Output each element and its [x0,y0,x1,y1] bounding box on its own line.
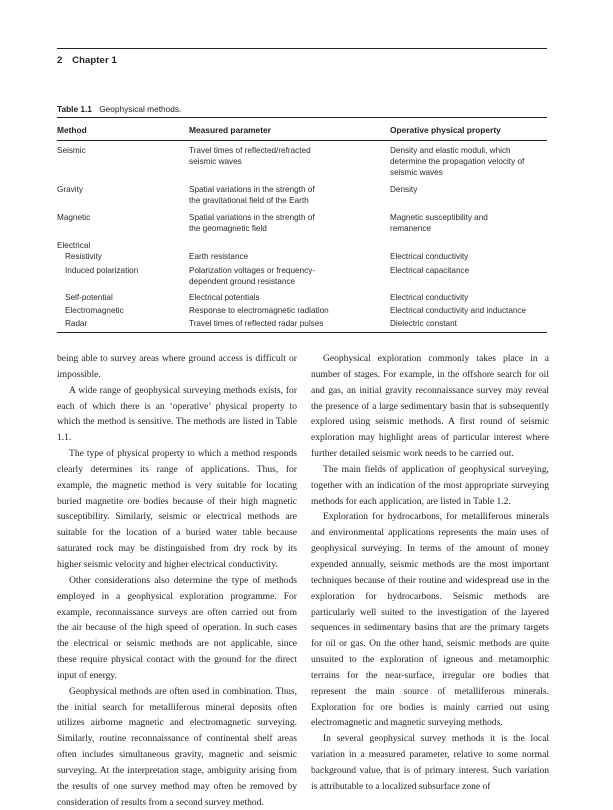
cell-physical-property [390,145,547,178]
body-paragraph: In several geophysical survey methods it is the local variation in a measured parameter, relative to some normal background value, that is of primary interest. Such variation is attributable to a localized subsurface zone of [311,733,549,792]
cell-line: remanence [390,224,431,233]
cell-method: Electromagnetic [65,306,124,315]
body-paragraph: Exploration for hydrocarbons, for metalliferous minerals and environmental applications represents the main uses of geophysical surveying. In terms of the amount of money expended annually, seismic methods are the most important techniques because of their routine and widespread use in the exploration for hydrocarbons. Seismic methods are particularly well suited to the investigation of the layered sequences in sedimentary basins that are the primary targets for oil or gas. On the other hand, seismic methods are quite unsuited to the exploration of igneous and metamorphic terrains for the near-surface, irregular ore bodies that represent the main source of metalliferous minerals. Exploration for ore bodies is mainly carried out using electromagnetic and magnetic surveying methods. [311,511,549,729]
cell-line: Travel times of reflected radar pulses [189,319,324,328]
geophysical-methods-table [57,117,547,333]
table-row [57,251,547,262]
table-row [57,265,547,287]
cell-line: Dielectric constant [390,319,457,328]
cell-measured-parameter [189,145,390,178]
cell-line: seismic waves [390,168,443,177]
body-paragraph: The main fields of application of geophysical surveying, together with an indication of the most appropriate surveying methods for each application, are listed in Table 1.2. [311,463,549,507]
table-bottom-rule [57,332,547,333]
table-caption-text: Geophysical methods. [99,104,182,114]
cell-line: Spatial variations in the strength of [189,185,315,194]
body-paragraph: The type of physical property to which a method responds clearly determines its range of applications. Thus, for example, the magnetic method is very suitable for locating buried magnetite ore bodies because of their high magnetic susceptibility. Similarly, seismic or electrical methods are suitable for the location of a buried water table because saturated rock may be distinguished from dry rock by its higher seismic velocity and higher electrical conductivity. [57,448,297,570]
cell-physical-property [390,212,547,234]
cell-method: Resistivity [65,252,102,261]
body-paragraph: Geophysical exploration commonly takes place in a number of stages. For example, in the offshore search for oil and gas, an initial gravity reconnaissance survey may reveal the presence of a large sedimentary basin that is subsequently explored using seismic methods. A first round of seismic exploration may highlight areas of particular interest where further detailed seismic work needs to be carried out. [311,353,549,460]
cell-line: Spatial variations in the strength of [189,213,315,222]
header-rule [57,48,547,49]
cell-line: dependent ground resistance [189,277,296,286]
cell-line: Travel times of reflected/refracted [189,146,311,155]
cell-physical-property [390,251,547,262]
cell-measured-parameter [189,318,390,329]
column-header-parameter: Measured parameter [189,125,271,135]
cell-method: Self-potential [65,293,113,302]
cell-line: Density and elastic moduli, which [390,146,511,155]
cell-line: Polarization voltages or frequency- [189,266,316,275]
cell-line: Electrical potentials [189,293,260,302]
table-row [57,318,547,329]
cell-measured-parameter [189,305,390,316]
cell-physical-property [390,292,547,303]
cell-physical-property [390,318,547,329]
table-body [57,141,547,332]
column-header-method: Method [57,125,87,135]
chapter-label: Chapter 1 [72,55,117,66]
cell-measured-parameter [189,184,390,206]
body-paragraph: Other considerations also determine the type of methods employed in a geophysical exploration programme. For example, reconnaissance surveys are often carried out from the air because of the high speed of operation. In such cases the electrical or seismic methods are not applicable, since these require physical contact with the ground for the direct input of energy. [57,574,297,681]
cell-method: Gravity [57,185,83,194]
cell-physical-property [390,305,547,316]
cell-method: Induced polarization [65,266,139,275]
cell-measured-parameter [189,251,390,262]
cell-measured-parameter [189,265,390,287]
cell-method: Radar [65,319,88,328]
table-header-row [57,118,547,140]
cell-line: Response to electromagnetic radiation [189,306,329,315]
table-row [57,212,547,234]
table-row [57,240,547,251]
column-header-property: Operative physical property [390,125,501,135]
cell-measured-parameter [189,292,390,303]
cell-line: Earth resistance [189,252,249,261]
running-head [57,55,117,66]
body-paragraph: being able to survey areas where ground access is difficult or impossible. [57,353,297,380]
table-row [57,184,547,206]
cell-line: seismic waves [189,157,242,166]
table-row [57,305,547,316]
page-number: 2 [57,55,63,66]
cell-method: Magnetic [57,213,91,222]
cell-line: Density [390,185,418,194]
cell-line: Electrical conductivity and inductance [390,306,527,315]
cell-physical-property [390,184,547,206]
table-label: Table 1.1 [57,104,92,114]
cell-measured-parameter [189,212,390,234]
cell-physical-property [390,265,547,287]
body-column-right [311,351,549,795]
cell-physical-property [390,240,547,251]
body-column-left [57,351,297,810]
cell-method: Seismic [57,146,86,155]
table-row [57,292,547,303]
cell-measured-parameter [189,240,390,251]
cell-line: the geomagnetic field [189,224,267,233]
table-row [57,145,547,178]
cell-line: Magnetic susceptibility and [390,213,488,222]
cell-line: Electrical conductivity [390,252,469,261]
body-paragraph: A wide range of geophysical surveying methods exists, for each of which there is an ‘operative’ physical property to which the method is sensitive. The methods are listed in Table 1.1. [57,384,297,444]
body-paragraph: Geophysical methods are often used in combination. Thus, the initial search for metalliferous mineral deposits often utilizes airborne magnetic and electromagnetic surveying. Similarly, routine reconnaissance of continental shelf areas often includes simultaneous gravity, magnetic and seismic surveying. At the interpretation stage, ambiguity arising from the results of one survey method may often be removed by consideration of results from a second survey method. [57,685,297,808]
table-caption [57,104,181,114]
cell-line: Electrical conductivity [390,293,469,302]
cell-line: determine the propagation velocity of [390,157,525,166]
cell-line: the gravitational field of the Earth [189,196,309,205]
cell-line: Electrical capacitance [390,266,470,275]
cell-method: Electrical [57,241,91,250]
